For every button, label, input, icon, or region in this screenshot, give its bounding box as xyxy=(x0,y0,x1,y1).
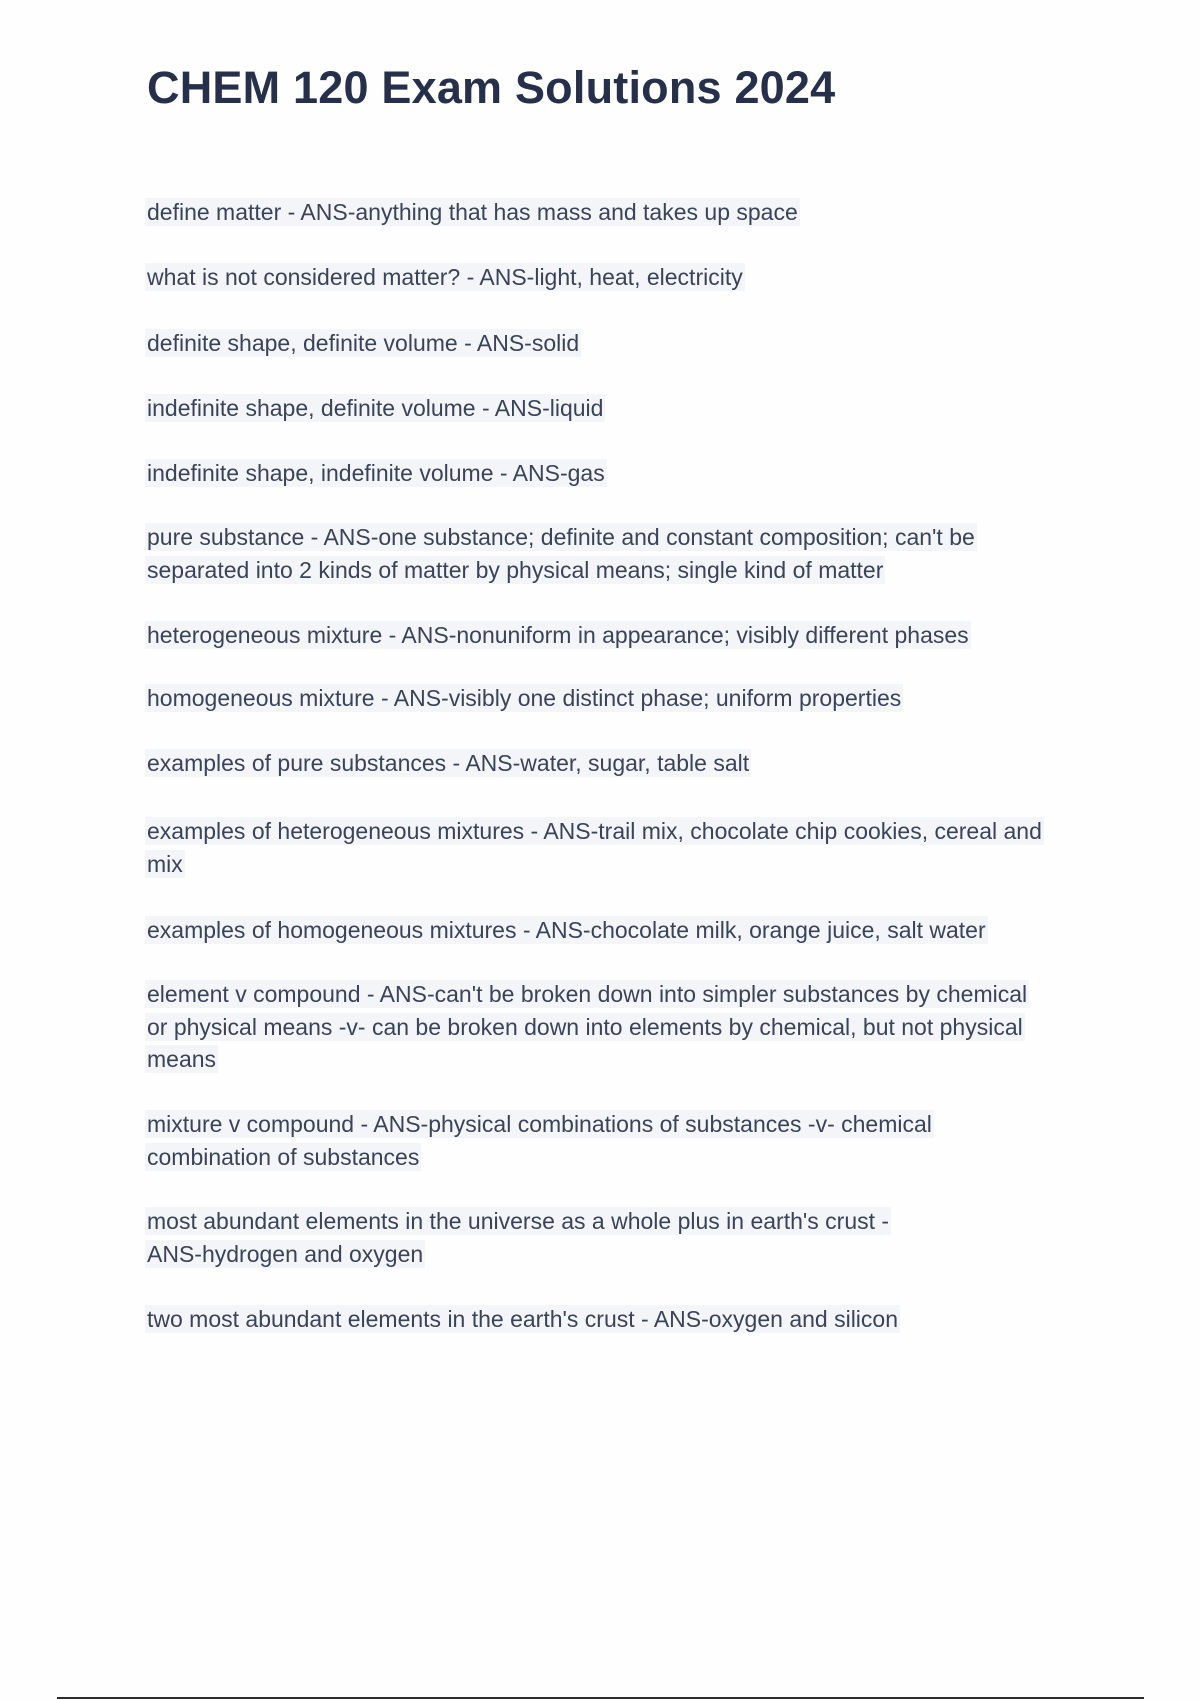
qa-entry xyxy=(145,619,971,652)
page-title: CHEM 120 Exam Solutions 2024 xyxy=(147,62,836,113)
qa-entry-text: heterogeneous mixture - ANS-nonuniform in appearance; visibly different phases xyxy=(147,622,969,648)
qa-entry xyxy=(145,261,745,294)
qa-entry xyxy=(145,196,800,229)
qa-entry xyxy=(145,457,607,490)
qa-entry-text: define matter - ANS-anything that has mass and takes up space xyxy=(147,199,798,225)
qa-entry-text: examples of homogeneous mixtures - ANS-chocolate milk, orange juice, salt water xyxy=(147,917,986,943)
qa-entry-text: element v compound - ANS-can't be broken down into simpler substances by chemical or physical means -v- can be broken down into elements by chemical, but not physical means xyxy=(147,981,1028,1072)
qa-entry xyxy=(145,327,581,360)
qa-entry-text: pure substance - ANS-one substance; definite and constant composition; can't be separated into 2 kinds of matter by physical means; single kind of matter xyxy=(147,524,975,583)
qa-entry xyxy=(145,521,977,586)
qa-entry xyxy=(145,392,605,425)
qa-entry xyxy=(145,1108,934,1173)
qa-entry-text: two most abundant elements in the earth's crust - ANS-oxygen and silicon xyxy=(147,1306,899,1332)
qa-entry-text: mixture v compound - ANS-physical combinations of substances -v- chemical combination of substances xyxy=(147,1111,932,1170)
qa-entry-text: most abundant elements in the universe as a whole plus in earth's crust - ANS-hydrogen and oxygen xyxy=(147,1208,890,1267)
qa-entry-text: definite shape, definite volume - ANS-solid xyxy=(147,330,580,356)
qa-entry xyxy=(145,815,1044,880)
page-bottom-divider xyxy=(57,1697,1144,1699)
qa-entry-text: examples of heterogeneous mixtures - ANS-trail mix, chocolate chip cookies, cereal and mix xyxy=(147,818,1042,877)
qa-entry xyxy=(145,682,903,715)
qa-entry xyxy=(145,1303,900,1336)
qa-entry-text: what is not considered matter? - ANS-light, heat, electricity xyxy=(147,264,743,290)
qa-entry xyxy=(145,914,988,947)
qa-entry xyxy=(145,1205,891,1270)
qa-entry-text: indefinite shape, indefinite volume - ANS-gas xyxy=(147,460,605,486)
qa-entry-text: examples of pure substances - ANS-water, sugar, table salt xyxy=(147,750,750,776)
qa-entry-text: indefinite shape, definite volume - ANS-liquid xyxy=(147,395,604,421)
qa-entry-text: homogeneous mixture - ANS-visibly one distinct phase; uniform properties xyxy=(147,685,902,711)
qa-entry xyxy=(145,978,1029,1076)
qa-entry xyxy=(145,747,751,780)
